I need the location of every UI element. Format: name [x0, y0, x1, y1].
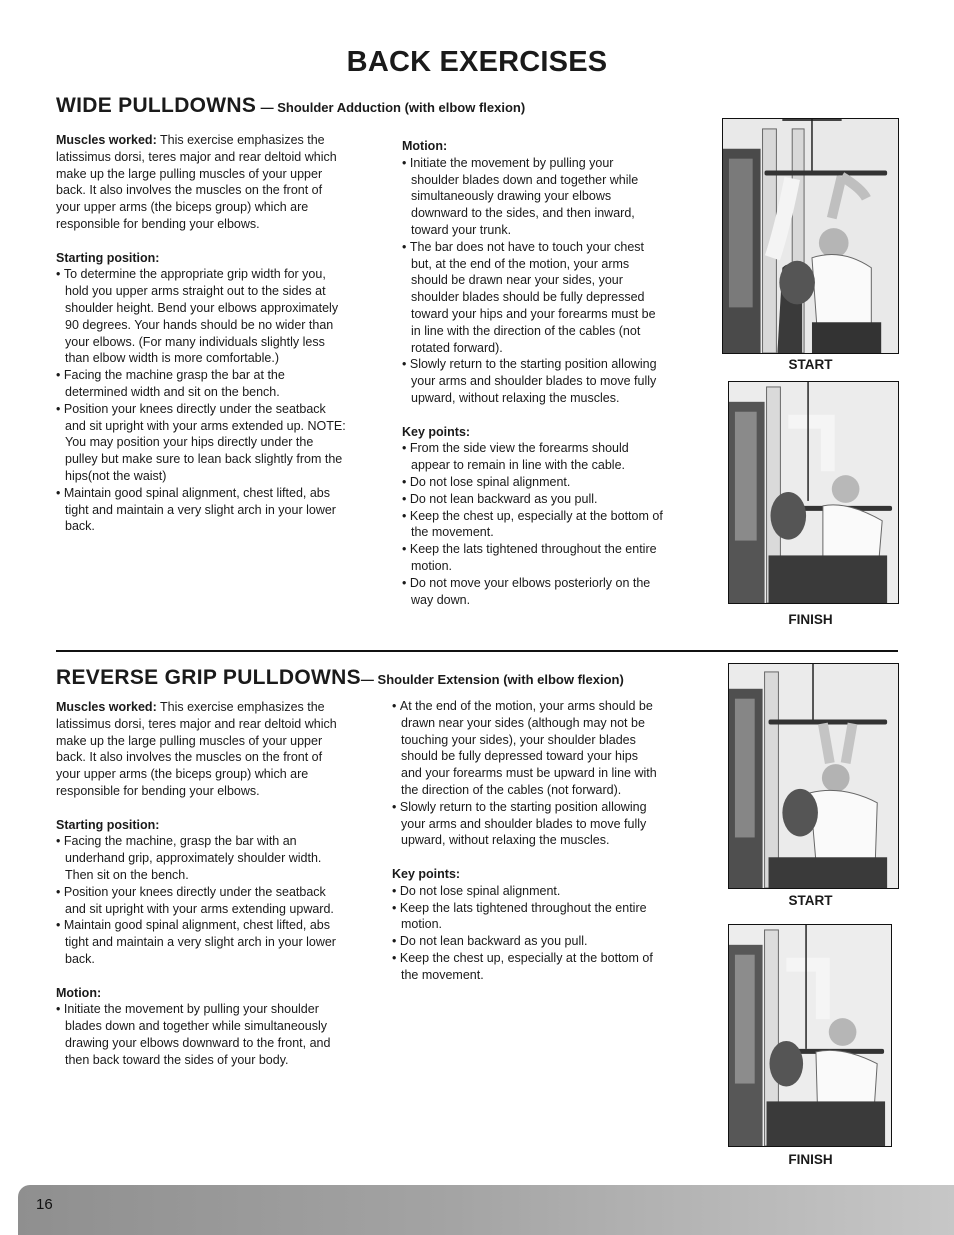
list-item: • From the side view the forearms should appear to remain in line with the cable.	[402, 440, 664, 474]
motion-list-continued	[392, 698, 662, 849]
starting-position-list	[56, 833, 346, 967]
motion-label: Motion:	[402, 139, 448, 153]
list-item: • Position your knees directly under the seatback and sit upright with your arms extending upward.	[56, 884, 346, 918]
section-title: REVERSE GRIP PULLDOWNS	[56, 666, 361, 689]
section-subtitle: — Shoulder Adduction (with elbow flexion)	[260, 100, 526, 115]
muscles-worked-paragraph	[56, 699, 346, 800]
reverse-grip-column-left	[56, 699, 346, 1069]
muscles-worked-text: This exercise emphasizes the latissimus dorsi, teres major and rear deltoid which make up the large pulling muscles of your upper back. It also involves the muscles on the front of your upper arms (the biceps group) which are responsible for bending your elbows.	[56, 700, 337, 798]
list-item: • Do not lose spinal alignment.	[392, 883, 662, 900]
photo-caption-start: START	[788, 357, 833, 372]
key-points-list	[402, 440, 664, 608]
list-item: • At the end of the motion, your arms should be drawn near your sides (although may not be touching your sides), your shoulder blades should be fully depressed toward your hips and your forearms must be upward in line with the direction of the cables (not forward).	[392, 698, 662, 799]
list-item: • Keep the lats tightened throughout the entire motion.	[402, 541, 664, 575]
photo-caption-start: START	[788, 893, 833, 908]
list-item: • Maintain good spinal alignment, chest lifted, abs tight and maintain a very slight arch in your lower back.	[56, 485, 346, 535]
motion-list	[402, 155, 664, 407]
starting-position-label: Starting position:	[56, 250, 160, 265]
list-item: • Keep the lats tightened throughout the entire motion.	[392, 900, 662, 934]
footer-band	[18, 1185, 954, 1235]
section-heading-reverse-grip-pulldowns	[56, 666, 624, 690]
page-number: 16	[36, 1196, 53, 1213]
section-heading-wide-pulldowns	[56, 94, 525, 118]
section-subtitle: — Shoulder Extension (with elbow flexion)	[360, 672, 624, 687]
wide-pulldowns-column-middle	[402, 138, 664, 608]
list-item: • Do not lean backward as you pull.	[402, 491, 664, 508]
muscles-worked-paragraph	[56, 132, 346, 233]
list-item: • Keep the chest up, especially at the bottom of the movement.	[392, 950, 662, 984]
page-title: BACK EXERCISES	[346, 46, 608, 78]
reverse-grip-finish-photo	[728, 924, 892, 1147]
wide-pulldown-finish-photo	[728, 381, 899, 604]
reverse-grip-column-middle	[392, 698, 662, 984]
photo-caption-finish: FINISH	[788, 612, 833, 627]
list-item: • Do not lean backward as you pull.	[392, 933, 662, 950]
photo-caption-finish: FINISH	[788, 1152, 833, 1167]
list-item: • Maintain good spinal alignment, chest lifted, abs tight and maintain a very slight arch in your lower back.	[56, 917, 346, 967]
key-points-list	[392, 883, 662, 984]
muscles-worked-label: Muscles worked:	[56, 700, 157, 714]
list-item: • Initiate the movement by pulling your shoulder blades down and together while simultaneously drawing your elbows downward to the front, and then back toward the sides of your body.	[56, 1001, 346, 1068]
starting-position-label: Starting position:	[56, 817, 160, 832]
starting-position-list	[56, 266, 346, 535]
list-item: • Slowly return to the starting position allowing your arms and shoulder blades to move fully upward, without relaxing the muscles.	[392, 799, 662, 849]
section-title: WIDE PULLDOWNS	[56, 94, 257, 117]
list-item: • Do not lose spinal alignment.	[402, 474, 664, 491]
list-item: • To determine the appropriate grip width for you, hold you upper arms straight out to the sides at shoulder height. Bend your elbows approximately 90 degrees. Your hands should be no wider than your elbows. (For many individuals slightly less than elbow width is more comfortable.)	[56, 266, 346, 367]
reverse-grip-start-photo	[728, 663, 899, 889]
motion-list	[56, 1001, 346, 1068]
list-item: • The bar does not have to touch your chest but, at the end of the motion, your arms should be drawn near your sides, your shoulder blades should be fully depressed toward your hips and your forearms must be in line with the direction of the cables (not rotated forward).	[402, 239, 664, 357]
muscles-worked-label: Muscles worked:	[56, 133, 157, 147]
list-item: • Slowly return to the starting position allowing your arms and shoulder blades to move fully upward, without relaxing the muscles.	[402, 356, 664, 406]
wide-pulldowns-column-left	[56, 132, 346, 535]
list-item: • Position your knees directly under the seatback and sit upright with your arms extended up. NOTE: You may position your hips directly under the pulley but make sure to lean back slightly from the hips(not the waist)	[56, 401, 346, 485]
list-item: • Facing the machine, grasp the bar with an underhand grip, approximately shoulder width. Then sit on the bench.	[56, 833, 346, 883]
list-item: • Do not move your elbows posteriorly on the way down.	[402, 575, 664, 609]
list-item: • Keep the chest up, especially at the bottom of the movement.	[402, 508, 664, 542]
list-item: • Initiate the movement by pulling your shoulder blades down and together while simultaneously drawing your elbows downward to the sides, and then inward, toward your trunk.	[402, 155, 664, 239]
key-points-label: Key points:	[402, 424, 471, 439]
section-divider	[56, 650, 898, 652]
list-item: • Facing the machine grasp the bar at the determined width and sit on the bench.	[56, 367, 346, 401]
wide-pulldown-start-photo	[722, 118, 899, 354]
motion-label: Motion:	[56, 985, 102, 1000]
key-points-label: Key points:	[392, 866, 461, 881]
muscles-worked-text: This exercise emphasizes the latissimus dorsi, teres major and rear deltoid which make up the large pulling muscles of your upper back. It also involves the muscles on the front of your upper arms (the biceps group) which are responsible for bending your elbows.	[56, 133, 337, 231]
